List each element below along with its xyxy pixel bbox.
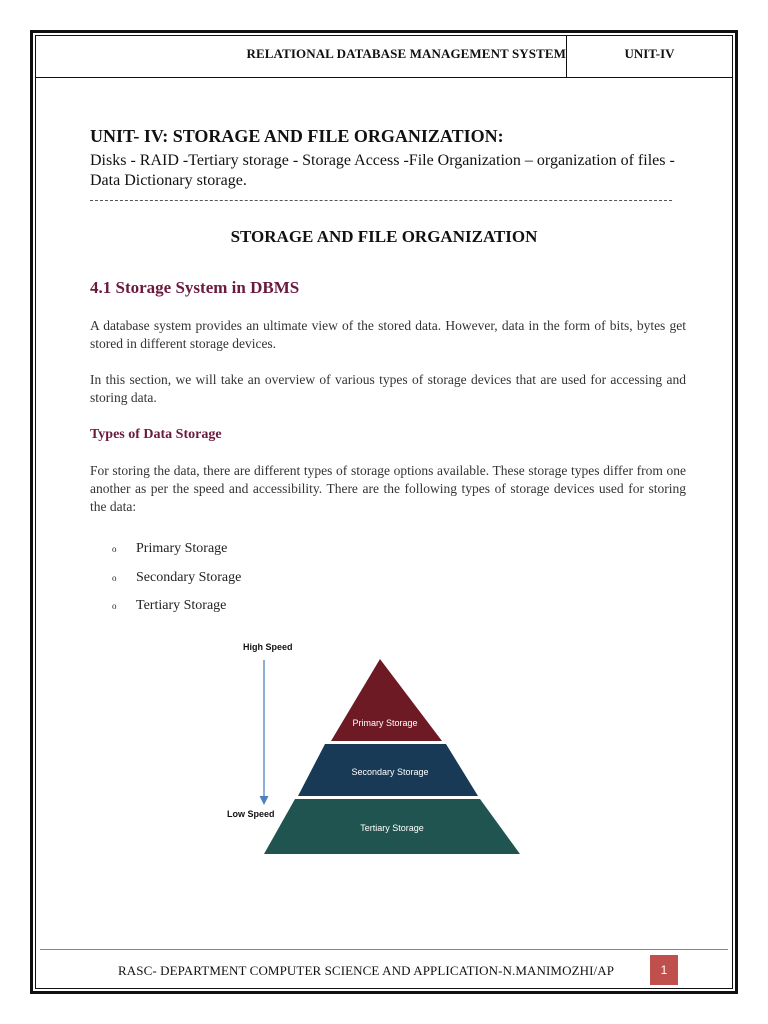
bullet-icon: o [112, 572, 117, 583]
unit-topics: Disks - RAID -Tertiary storage - Storage Access -File Organization – organization of files - Data Dictionary storage. [90, 152, 675, 189]
bullet-icon: o [112, 601, 117, 611]
list-item [112, 569, 241, 598]
low-speed-label: Low Speed [227, 809, 275, 819]
tier-label-tertiary: Tertiary Storage [360, 823, 424, 833]
footer-text: RASC- DEPARTMENT COMPUTER SCIENCE AND APPLICATION-N.MANIMOZHI/AP [118, 963, 615, 978]
bullet-icon: o [112, 544, 117, 554]
tier-label-primary: Primary Storage [352, 718, 418, 728]
high-speed-label: High Speed [243, 642, 293, 652]
footer-divider [40, 949, 728, 950]
running-header [36, 36, 732, 78]
list-item-label: Primary Storage [136, 541, 228, 556]
pyramid-tier-primary [331, 659, 442, 741]
list-item [112, 540, 241, 569]
subsection-heading: 4.1 Storage System in DBMS [90, 278, 300, 297]
paragraph-overview: In this section, we will take an overview of various types of storage devices that are used for accessing and storing data. [90, 372, 686, 405]
page-number-badge: 1 [650, 955, 678, 985]
tier-label-secondary: Secondary Storage [351, 767, 429, 777]
unit-heading: UNIT- IV: STORAGE AND FILE ORGANIZATION: [90, 126, 504, 146]
header-unit-label: UNIT-IV [624, 46, 675, 61]
arrow-down-icon [260, 796, 269, 805]
storage-type-list [112, 540, 241, 626]
section-title: STORAGE AND FILE ORGANIZATION [230, 227, 538, 246]
header-title: RELATIONAL DATABASE MANAGEMENT SYSTEM [246, 46, 566, 61]
paragraph-types: For storing the data, there are different types of storage options available. These storage types differ from one another as per the speed and accessibility. There are the following types of storage devices used for storing the data: [90, 463, 686, 514]
types-heading: Types of Data Storage [90, 427, 222, 442]
paragraph-intro: A database system provides an ultimate view of the stored data. However, data in the form of bits, bytes get stored in different storage devices. [90, 318, 686, 351]
list-item [112, 597, 241, 626]
storage-hierarchy-diagram [220, 636, 540, 866]
dashed-divider [90, 200, 672, 201]
list-item-label: Tertiary Storage [136, 598, 227, 613]
list-item-label: Secondary Storage [136, 569, 242, 585]
